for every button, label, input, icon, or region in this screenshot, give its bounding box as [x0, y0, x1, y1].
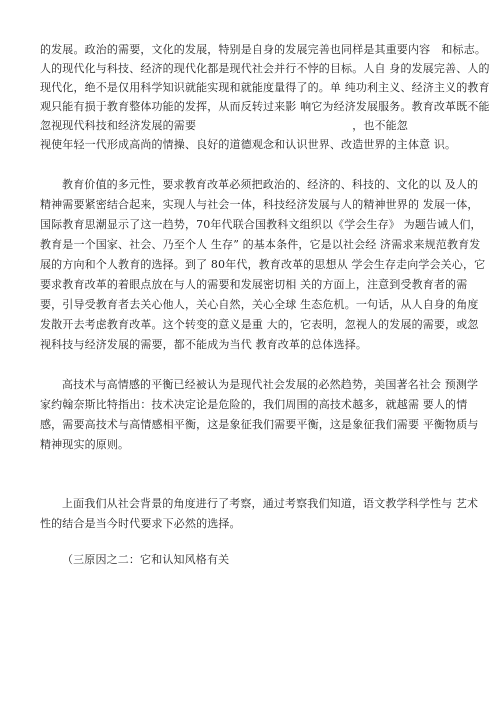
paragraph-line: 国际教育思潮显示了这一趋势，70年代联合国教科文组织以《学会生存》 为题告诫人们， [40, 218, 482, 231]
paragraph-line: 人的现代化与科技、经济的现代化都是现代社会并行不悖的目标。人自 身的发展完善、人的 [40, 62, 490, 75]
paragraph-line: 忽视现代科技和经济发展的需要 ，也不能忽 [40, 119, 408, 132]
paragraph-line: 精神需要紧密结合起来，实现人与社会一体，科技经济发展与人的精神世界的 发展一体， [40, 198, 479, 211]
paragraph-line: 展的方向和个人教育的选择。到了 80年代，教育改革的思想从 学会生存走向学会关心，它 [40, 258, 486, 271]
paragraph-line: 感，需要高技术与高情感相平衡，这是象征我们需要平衡，这是象征我们需要 平衡物质与 [40, 418, 479, 431]
paragraph-line: 高技术与高情感的平衡已经被认为是现代社会发展的必然趋势，美国著名社会 预测学 [62, 378, 479, 391]
paragraph-line: 上面我们从社会背景的角度进行了考察，通过考察我们知道，语文教学科学性与 艺术 [62, 497, 479, 510]
section-heading: （三原因之二：它和认知风格有关 [62, 553, 230, 566]
paragraph-line: 视使年轻一代形成高尚的情操、良好的道德观念和认识世界、改造世界的主体意 识。 [40, 138, 457, 151]
paragraph-line: 家约翰奈斯比特指出：技术决定论是危险的，我们周围的高技术越多，就越需 要人的情 [40, 398, 468, 411]
paragraph-line: 教育价值的多元性，要求教育改革必须把政治的、经济的、科技的、文化的以 及人的 [62, 178, 479, 191]
paragraph-line: 性的结合是当今时代要求下必然的选择。 [40, 517, 241, 530]
paragraph-line: 视科技与经济发展的需要，都不能成为当代 教育改革的总体选择。 [40, 338, 367, 351]
paragraph-line: 要，引导受教育者去关心他人，关心自然，关心全球 生态危机。一句话，从人自身的角度 [40, 298, 479, 311]
paragraph-line: 观只能有损于教育整体功能的发挥，从而反转过来影 响它为经济发展服务。教育改革既不能 [40, 100, 490, 113]
paragraph-line: 现代化，绝不是仅用科学知识就能实现和就能度量得了的。单 纯功利主义、经济主义的教育 [40, 81, 490, 94]
paragraph-line: 发散开去考虑教育改革。这个转变的意义是重 大的，它表明，忽视人的发展的需要，或忽 [40, 318, 479, 331]
paragraph-line: 的发展。政治的需要，文化的发展，特别是自身的发展完善也同样是其重要内容 和标志。 [40, 43, 486, 56]
paragraph-line: 教育是一个国家、社会、乃至个人 生存” 的基本条件，它是以社会经 济需求来规范教育发 [40, 238, 481, 251]
paragraph-line: 要求教育改革的着眼点放在与人的需要和发展密切相 关的方面上，注意到受教育者的需 [40, 278, 468, 291]
paragraph-line: 精神现实的原则。 [40, 438, 130, 451]
